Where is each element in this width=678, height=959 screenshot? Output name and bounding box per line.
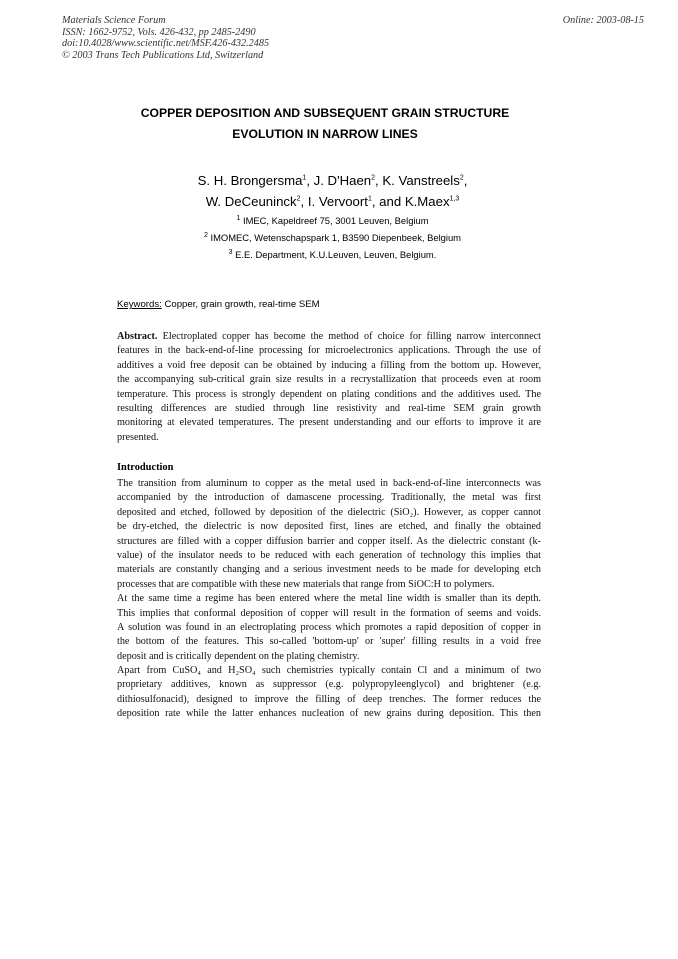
affiliation-text: IMOMEC, Wetenschapspark 1, B3590 Diepenbeek, Belgium <box>210 232 461 243</box>
introduction-line: dithiosulfonacid), designed to improve the filling of deep trenches. The former reduces the <box>117 693 541 705</box>
author-separator: , <box>306 173 314 188</box>
author-affiliation-mark: 2 <box>459 174 464 182</box>
introduction-line: At the same time a regime has been entered where the metal line width is smaller than its depth. <box>117 593 541 605</box>
author-name: W. DeCeuninck <box>205 194 297 209</box>
author-name: K.Maex <box>404 194 450 209</box>
affiliation-mark: 3 <box>228 248 233 256</box>
affiliation-2 <box>130 232 535 243</box>
author-affiliation-mark: 2 <box>371 174 376 182</box>
introduction-line: Apart from CuSO₄ and H₂SO₄ such chemistries typically contain Cl and a minimum of two <box>117 665 541 677</box>
introduction-line: A solution was found in an electroplating process which promotes a rapid deposition of copper in <box>117 621 541 633</box>
issn-line: ISSN: 1662-9752, Vols. 426-432, pp 2485-2490 <box>62 26 256 38</box>
author-line-1 <box>130 173 535 188</box>
author-separator: , <box>375 173 383 188</box>
section-heading-introduction: Introduction <box>117 462 174 473</box>
introduction-line: materials are constantly changing and a serious investment needs to be made for developing etch <box>117 564 541 576</box>
journal-name: Materials Science Forum <box>62 15 166 26</box>
author-and: , and <box>371 194 405 209</box>
author-name: K. Vanstreels <box>382 173 460 188</box>
introduction-line: deposited and etched, followed by deposition of the dielectric (SiO₂). However, as copper cannot <box>117 506 541 518</box>
keywords-text: Copper, grain growth, real-time SEM <box>161 299 320 310</box>
abstract-line: presented. <box>117 431 159 443</box>
introduction-line: be dry-etched, the dielectric is now deposited first, lines are etched, and finally the obtained <box>117 521 541 533</box>
introduction-line: This implies that conformal deposition of copper will result in the formation of seems and voids. <box>117 607 541 619</box>
doi-link[interactable]: doi:10.4028/www.scientific.net/MSF.426-432.2485 <box>62 38 270 49</box>
introduction-line: processes that are compatible with these new materials that range from SiOC:H to polymers. <box>117 578 495 590</box>
introduction-line: structures are filled with a copper diffusion barrier and copper itself. As the dielectric constant (k- <box>117 535 541 547</box>
introduction-body <box>117 477 541 722</box>
abstract-line: monitoring at elevated temperatures. The present understanding and our efforts to improve it are <box>117 417 541 429</box>
introduction-line: accompanied by the introduction of damascene processing. Traditionally, the metal was first <box>117 492 541 504</box>
affiliation-mark: 1 <box>236 214 241 222</box>
introduction-line: deposit and is critically dependent on the plating chemistry. <box>117 650 360 662</box>
affiliation-1 <box>130 215 535 226</box>
abstract <box>117 330 541 445</box>
journal-header <box>62 15 269 61</box>
author-name: I. Vervoort <box>307 194 368 209</box>
author-affiliation-mark: 1,3 <box>449 195 460 203</box>
paper-title-line-1: COPPER DEPOSITION AND SUBSEQUENT GRAIN STRUCTURE <box>140 106 510 120</box>
abstract-line-text: Electroplated copper has become the method of choice for filling narrow interconnect <box>157 331 541 342</box>
affiliation-mark: 2 <box>204 231 208 239</box>
keywords-label: Keywords: <box>117 299 162 310</box>
author-separator: , <box>300 194 308 209</box>
introduction-line: The transition from aluminum to copper as the metal used in back-end-of-line interconnects was <box>117 478 541 489</box>
online-date: Online: 2003-08-15 <box>562 15 644 26</box>
introduction-line: deposition rate while the latter enhances nucleation of new grains during deposition. This then <box>117 708 541 720</box>
abstract-label: Abstract. <box>117 331 158 342</box>
author-affiliation-mark: 1 <box>302 174 307 182</box>
copyright-line: © 2003 Trans Tech Publications Ltd, Switzerland <box>62 49 264 61</box>
affiliation-text: E.E. Department, K.U.Leuven, Leuven, Belgium. <box>235 249 437 260</box>
abstract-line: temperature. This process is strongly dependent on plating conditions and the additives used. The <box>117 388 541 400</box>
author-affiliation-mark: 2 <box>296 195 301 203</box>
abstract-line: additives a void free deposit can be obtained by inducing a filling from the bottom up. However, <box>117 359 541 371</box>
keywords <box>117 299 320 310</box>
author-name: J. D'Haen <box>313 173 372 188</box>
affiliation-text: IMEC, Kapeldreef 75, 3001 Leuven, Belgium <box>242 215 429 226</box>
author-separator: , <box>463 173 468 188</box>
introduction-line: value) of the insulator needs to be reduced with each generation of technology this implies that <box>117 549 541 561</box>
abstract-line: the accompanying sub-critical grain size results in a recrystallization that proceeds even at room <box>117 374 541 386</box>
introduction-line: the bottom of the features. This so-called 'bottom-up' or 'super' filling results in a void free <box>117 636 541 648</box>
affiliation-3 <box>130 249 535 260</box>
author-line-2 <box>130 194 535 209</box>
abstract-line <box>117 330 541 344</box>
introduction-line: proprietary additives, known as suppressor (e.g. polypropyleenglycol) and brightener (e.g. <box>117 679 541 691</box>
abstract-line: features in the back-end-of-line processing for microelectronics applications. Through the use of <box>117 345 541 357</box>
abstract-line: resulting differences are studied through line resistivity and real-time SEM grain growth <box>117 402 541 414</box>
paper-title-line-2: EVOLUTION IN NARROW LINES <box>232 127 418 141</box>
author-name: S. H. Brongersma <box>197 173 303 188</box>
author-affiliation-mark: 1 <box>367 195 372 203</box>
